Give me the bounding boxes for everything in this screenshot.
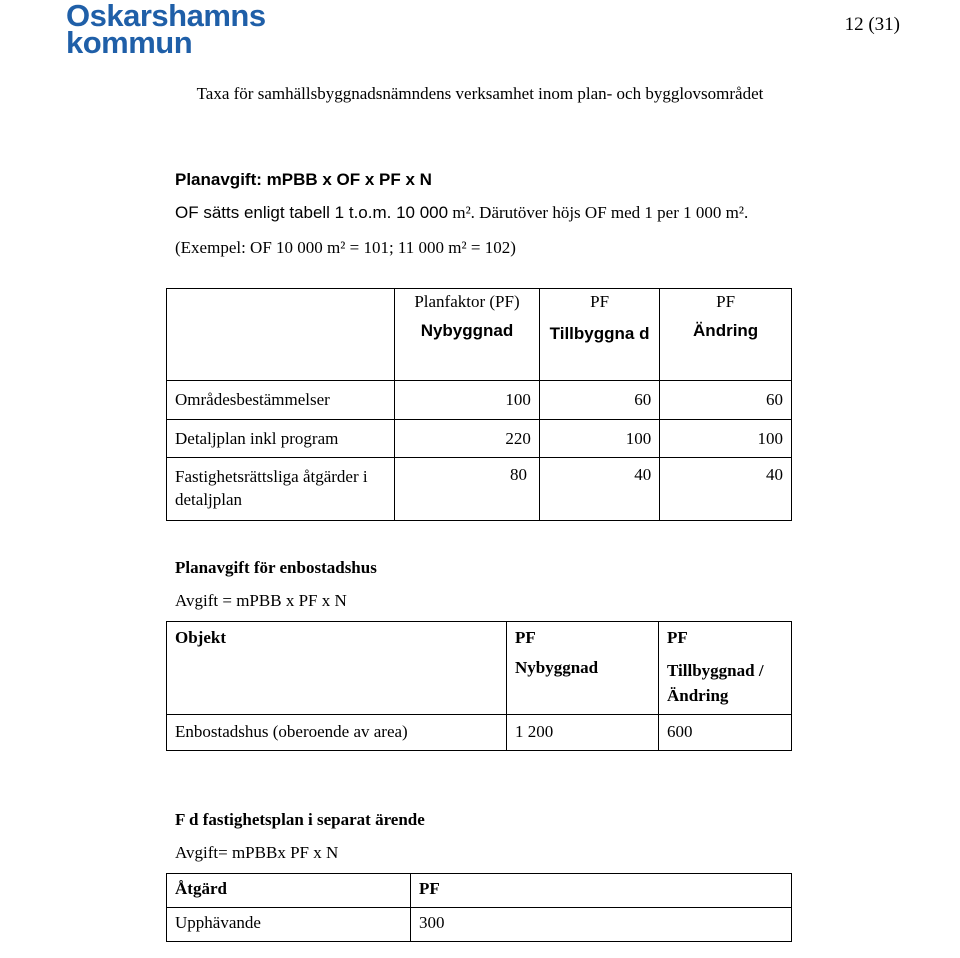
row-value: 40 — [660, 458, 792, 521]
table-row — [167, 420, 792, 458]
row-value: 100 — [395, 381, 540, 420]
section3-heading: F d fastighetsplan i separat ärende — [175, 810, 425, 829]
row-value: 220 — [395, 420, 540, 458]
row-label: Områdesbestämmelser — [167, 381, 395, 420]
header-atgard: Åtgärd — [167, 874, 411, 908]
row-value: 40 — [539, 458, 659, 521]
header-cell — [539, 289, 659, 381]
row-label: Detaljplan inkl program — [167, 420, 395, 458]
row-value: 60 — [660, 381, 792, 420]
header-cell — [660, 289, 792, 381]
header-cell — [507, 622, 659, 715]
row-value: 300 — [411, 908, 792, 942]
table-header-row — [167, 874, 792, 908]
page-number: 12 (31) — [844, 14, 900, 35]
section1-line1-sans: OF sätts enligt tabell 1 t.o.m. 10 000 — [175, 203, 449, 222]
plan-factor-table — [166, 288, 792, 521]
row-value: 600 — [659, 715, 792, 751]
table-header-row — [167, 622, 792, 715]
header-bottom: Tillbyggna d — [549, 324, 650, 343]
header-top: Planfaktor (PF) — [414, 292, 520, 311]
header-bottom: Nybyggnad — [515, 658, 599, 677]
row-value: 100 — [660, 420, 792, 458]
header-bottom: Ändring — [693, 321, 759, 340]
header-top: PF — [515, 628, 536, 647]
municipality-logo — [66, 0, 266, 60]
section1-line1 — [175, 203, 748, 223]
table-row — [167, 908, 792, 942]
table-row — [167, 458, 792, 521]
section1-example: (Exempel: OF 10 000 m² = 101; 11 000 m² = 102) — [175, 238, 516, 257]
row-label: Enbostadshus (oberoende av area) — [167, 715, 507, 751]
table-row — [167, 715, 792, 751]
table-row — [167, 381, 792, 420]
header-top: PF — [716, 292, 736, 311]
header-top: PF — [667, 628, 688, 647]
section2-formula: Avgift = mPBB x PF x N — [175, 591, 347, 610]
header-cell — [395, 289, 540, 381]
logo-line1: Oskarshamns — [66, 0, 266, 33]
header-top: PF — [590, 292, 610, 311]
header-bottom: Nybyggnad — [420, 321, 514, 340]
property-plan-table — [166, 873, 792, 942]
header-cell — [659, 622, 792, 715]
section3-formula: Avgift= mPBBx PF x N — [175, 843, 339, 862]
row-value: 60 — [539, 381, 659, 420]
section1-heading: Planavgift: mPBB x OF x PF x N — [175, 170, 432, 189]
header-empty-cell — [167, 289, 395, 381]
section2-heading: Planavgift för enbostadshus — [175, 558, 377, 577]
single-family-table — [166, 621, 792, 751]
header-pf: PF — [411, 874, 792, 908]
row-value: 80 — [395, 458, 540, 521]
header-objekt: Objekt — [167, 622, 507, 715]
header-bottom: Tillbyggnad /Ändring — [667, 661, 764, 705]
row-label: Upphävande — [167, 908, 411, 942]
section1-line1-serif: m². Därutöver höjs OF med 1 per 1 000 m². — [448, 203, 749, 222]
row-label: Fastighetsrättsliga åtgärder i detaljplan — [167, 458, 395, 521]
logo-line2: kommun — [66, 25, 193, 60]
document-title: Taxa för samhällsbyggnadsnämndens verksamhet inom plan- och bygglovsområdet — [196, 84, 764, 103]
table-header-row — [167, 289, 792, 381]
row-value: 1 200 — [507, 715, 659, 751]
row-value: 100 — [539, 420, 659, 458]
